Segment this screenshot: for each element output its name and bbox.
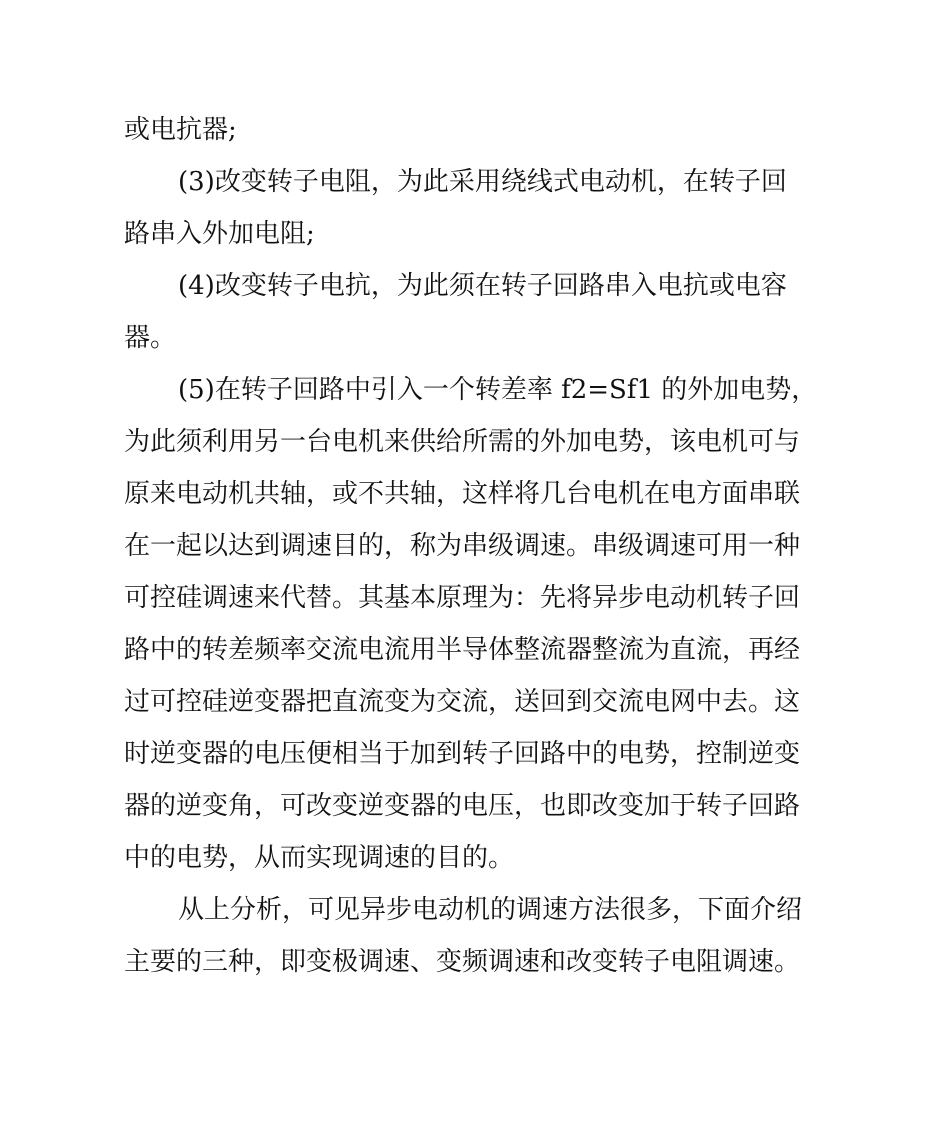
text-line: 或电抗器; xyxy=(124,115,237,145)
text-line: 路串入外加电阻; xyxy=(124,219,315,249)
text-line: 时逆变器的电压便相当于加到转子回路中的电势，控制逆变 xyxy=(124,739,801,769)
text-line: 器。 xyxy=(124,323,177,353)
text-line: 主要的三种，即变极调速、变频调速和改变转子电阻调速。 xyxy=(124,947,801,977)
text-line: (5)在转子回路中引入一个转差率 f2=Sf1 的外加电势， xyxy=(178,375,818,405)
text-line: (3)改变转子电阻，为此采用绕线式电动机，在转子回 xyxy=(178,167,787,197)
text-line: 从上分析，可见异步电动机的调速方法很多，下面介绍 xyxy=(178,895,803,925)
text-line: 为此须利用另一台电机来供给所需的外加电势，该电机可与 xyxy=(124,427,801,457)
text-line: 中的电势，从而实现调速的目的。 xyxy=(124,843,515,873)
text-line: 原来电动机共轴，或不共轴，这样将几台电机在电方面串联 xyxy=(124,479,801,509)
text-line: (4)改变转子电抗，为此须在转子回路串入电抗或电容 xyxy=(178,271,787,301)
text-line: 在一起以达到调速目的，称为串级调速。串级调速可用一种 xyxy=(124,531,801,561)
text-line: 过可控硅逆变器把直流变为交流，送回到交流电网中去。这 xyxy=(124,687,801,717)
text-line: 可控硅调速来代替。其基本原理为：先将异步电动机转子回 xyxy=(124,583,801,613)
text-line: 路中的转差频率交流电流用半导体整流器整流为直流，再经 xyxy=(124,635,801,665)
text-line: 器的逆变角，可改变逆变器的电压，也即改变加于转子回路 xyxy=(124,791,801,821)
